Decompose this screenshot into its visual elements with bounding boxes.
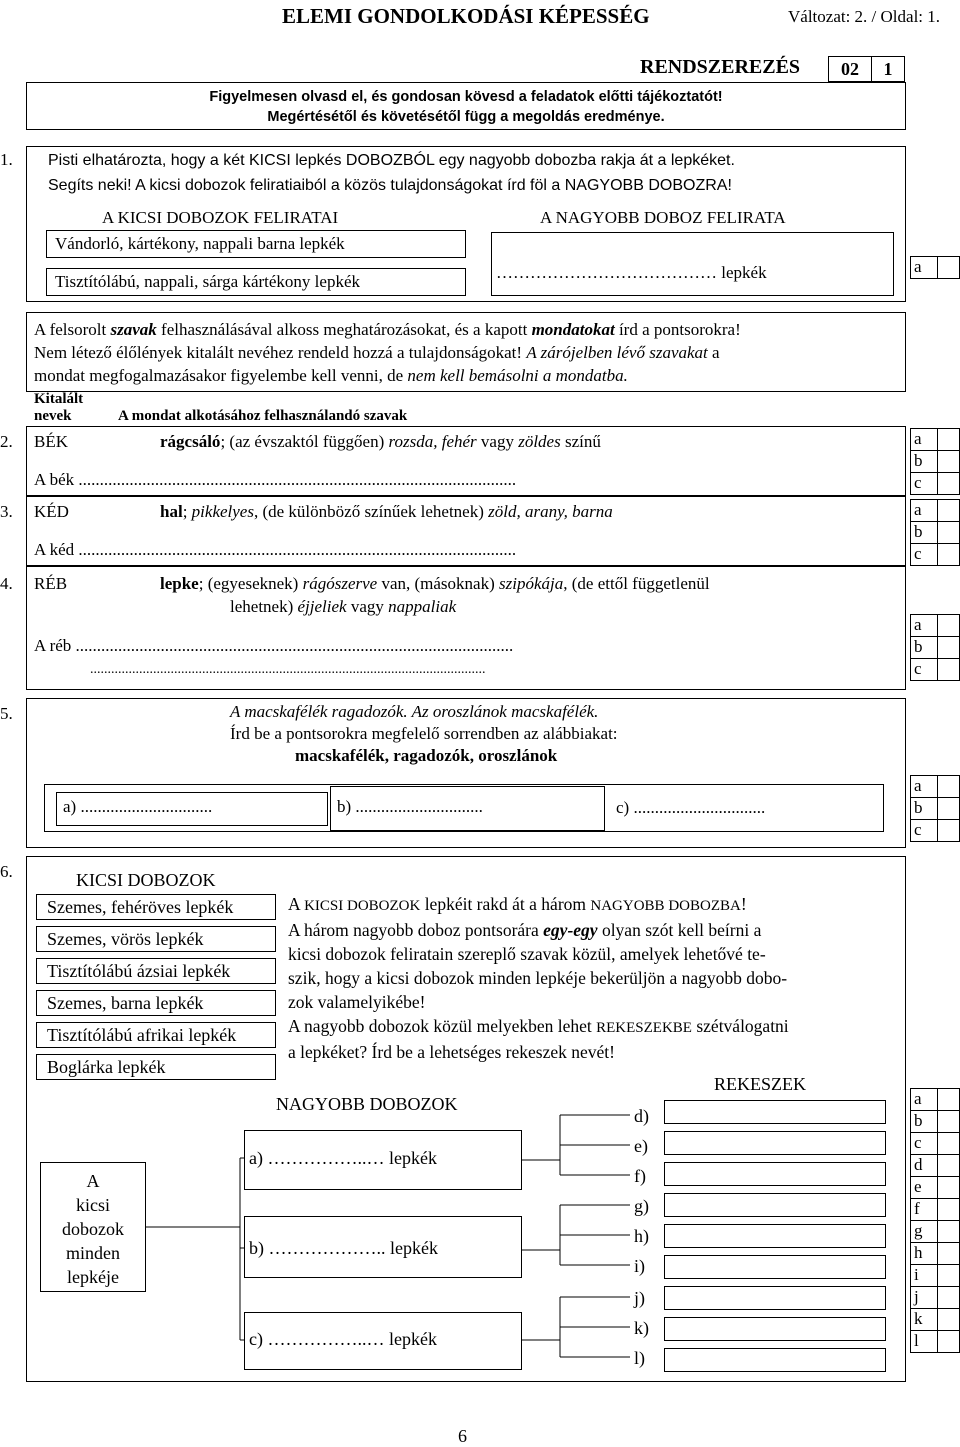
score-box[interactable] xyxy=(937,1309,959,1331)
small-boxes-heading: A KICSI DOBOZOK FELIRATAI xyxy=(102,208,339,227)
q2-words: rágcsáló; (az évszaktól függően) rozsda, fehér vagy zöldes színű xyxy=(160,432,601,451)
q2-answer[interactable]: A bék ....................................................................................................... xyxy=(34,470,517,489)
small-box-item-2: Szemes, vörös lepkék xyxy=(36,926,276,952)
rekesz-label-j: j) xyxy=(634,1288,645,1308)
rekesz-box-g[interactable] xyxy=(664,1193,886,1217)
score-box[interactable] xyxy=(937,1177,959,1199)
score-box[interactable] xyxy=(937,1331,959,1353)
score-cell: c xyxy=(911,659,938,681)
nagyobb-dobozok-title: NAGYOBB DOBOZOK xyxy=(276,1094,458,1114)
instruction-line-3: mondat megfogalmazásakor figyelembe kell venni, de nem kell bemásolni a mondatba. xyxy=(34,366,628,385)
score-cell: b xyxy=(911,637,938,659)
small-boxes-title: KICSI DOBOZOK xyxy=(76,870,216,890)
q5-line-2: Írd be a pontsorokra megfelelő sorrendben az alábbiakat: xyxy=(230,724,618,743)
rekesz-box-j[interactable] xyxy=(664,1286,886,1310)
rekesz-label-i: i) xyxy=(634,1256,645,1276)
q5-line-1: A macskafélék ragadozók. Az oroszlánok macskafélék. xyxy=(230,702,599,721)
big-box-b[interactable]: b) ……………….. lepkék xyxy=(244,1216,522,1278)
rekesz-box-i[interactable] xyxy=(664,1255,886,1279)
rekesz-box-h[interactable] xyxy=(664,1224,886,1248)
page-title: ELEMI GONDOLKODÁSI KÉPESSÉG xyxy=(282,4,650,28)
rekesz-box-k[interactable] xyxy=(664,1317,886,1341)
q1-line-1: Pisti elhatározta, hogy a két KICSI lepkés DOBOZBÓL egy nagyobb dobozba rakja át a lepkéket. xyxy=(48,152,735,169)
big-box-c[interactable]: c) ……………..… lepkék xyxy=(244,1312,522,1370)
rekesz-box-e[interactable] xyxy=(664,1131,886,1155)
rekesz-label-e: e) xyxy=(634,1136,648,1156)
q5-answer-c[interactable]: c) ............................... xyxy=(616,798,766,817)
col-header-words: A mondat alkotásához felhasználandó szavak xyxy=(118,408,408,424)
score-box[interactable] xyxy=(937,1133,959,1155)
score-cell: b xyxy=(911,451,938,473)
variant-label: Változat: 2. / Oldal: 1. xyxy=(788,7,941,26)
small-box-item-5: Tisztítólábú afrikai lepkék xyxy=(36,1022,276,1048)
code-box-1: 02 xyxy=(828,56,872,82)
intro-line-2: Megértésétől és követésétől függ a megoldás eredménye. xyxy=(267,109,665,125)
score-cell: a xyxy=(911,429,938,451)
score-cell: a xyxy=(911,500,938,522)
q4-words-line-1: lepke; (egyeseknek) rágószerve van, (másoknak) szipókája, (de ettől függetlenül xyxy=(160,574,710,593)
score-box[interactable] xyxy=(937,1243,959,1265)
score-cell: c xyxy=(911,820,938,842)
rekesz-box-f[interactable] xyxy=(664,1162,886,1186)
score-cell: j xyxy=(911,1287,938,1309)
score-cell: c xyxy=(911,473,938,495)
instruction-line-2: Nem létező élőlények kitalált nevéhez rendeld hozzá a tulajdonságokat! A zárójelben lévő szavakat a xyxy=(34,343,720,362)
rekeszek-title: REKESZEK xyxy=(714,1074,806,1094)
q6-text: A KICSI DOBOZOK lepkéit rakd át a három NAGYOBB DOBOZBA! A három nagyobb doboz pontsorára egy-egy olyan szót kell beírni a kicsi dobozok feliratain szereplő szavak közül, amelyek lehetővé te- szik, hogy a kicsi dobozok minden lepkéje bekerüljön a nagyobb dobo- zok valamelyikébe! A nagyobb dobozok közül melyekben lehet REKESZEKBE szétválogatni a lepkéket? Írd be a lehetséges rekeszek nevét! xyxy=(288,894,789,1062)
score-cell: b xyxy=(911,522,938,544)
small-box-2: Tisztítólábú, nappali, sárga kártékony lepkék xyxy=(46,268,466,296)
q4-name: RÉB xyxy=(34,574,68,593)
q1-line-2: Segíts neki! A kicsi dobozok feliratiaiból a közös tulajdonságokat írd föl a NAGYOBB DOBOZRA! xyxy=(48,177,732,194)
rekesz-label-f: f) xyxy=(634,1166,646,1186)
score-cell: l xyxy=(911,1331,938,1353)
small-box-item-3: Tisztítólábú ázsiai lepkék xyxy=(36,958,276,984)
small-box-item-4: Szemes, barna lepkék xyxy=(36,990,276,1016)
rekesz-label-h: h) xyxy=(634,1226,649,1246)
rekesz-label-l: l) xyxy=(634,1348,645,1368)
score-cell: e xyxy=(911,1177,938,1199)
score-box[interactable] xyxy=(937,1155,959,1177)
score-cell: c xyxy=(911,544,938,566)
small-box-item-6: Boglárka lepkék xyxy=(36,1054,276,1080)
q2-name: BÉK xyxy=(34,432,68,451)
instruction-line-1: A felsorolt szavak felhasználásával alkoss meghatározásokat, és a kapott mondatokat írd a pontsorokra! xyxy=(34,320,741,339)
score-cell: f xyxy=(911,1199,938,1221)
small-box-item-1: Szemes, fehéröves lepkék xyxy=(36,894,276,920)
rekesz-box-l[interactable] xyxy=(664,1348,886,1372)
big-box-heading: A NAGYOBB DOBOZ FELIRATA xyxy=(540,208,786,227)
score-box[interactable] xyxy=(937,1221,959,1243)
q5-line-3: macskafélék, ragadozók, oroszlánok xyxy=(295,746,558,765)
q5-answer-b[interactable]: b) .............................. xyxy=(330,786,605,831)
q4-number: 4. xyxy=(0,574,13,593)
score-box[interactable] xyxy=(937,1111,959,1133)
q2-number: 2. xyxy=(0,432,13,451)
small-box-1: Vándorló, kártékony, nappali barna lepkék xyxy=(46,230,466,258)
q4-answer-2[interactable]: ................................................................................................................. xyxy=(90,662,486,677)
score-cell: c xyxy=(911,1133,938,1155)
score-cell: b xyxy=(911,1111,938,1133)
q1-number: 1. xyxy=(0,150,13,169)
q6-number: 6. xyxy=(0,862,13,881)
rekesz-label-k: k) xyxy=(634,1318,649,1338)
score-box[interactable] xyxy=(937,1199,959,1221)
score-cell: g xyxy=(911,1221,938,1243)
q3-name: KÉD xyxy=(34,502,69,521)
rekesz-box-d[interactable] xyxy=(664,1100,886,1124)
q5-answer-a[interactable]: a) ............................... xyxy=(56,792,328,826)
col-header-names: Kitalált nevek xyxy=(34,391,84,424)
q3-number: 3. xyxy=(0,502,13,521)
page-number: 6 xyxy=(458,1426,467,1446)
q4-answer[interactable]: A réb ....................................................................................................... xyxy=(34,636,514,655)
rekesz-label-d: d) xyxy=(634,1106,649,1126)
q5-number: 5. xyxy=(0,704,13,723)
section-title: RENDSZEREZÉS xyxy=(640,56,801,78)
q3-words: hal; pikkelyes, (de különböző színűek lehetnek) zöld, arany, barna xyxy=(160,502,613,521)
score-box[interactable] xyxy=(937,1287,959,1309)
big-box-fill[interactable]: ………………………………… lepkék xyxy=(496,263,767,282)
q3-answer[interactable]: A kéd ....................................................................................................... xyxy=(34,540,517,559)
score-box[interactable] xyxy=(937,1089,959,1111)
score-cell: k xyxy=(911,1309,938,1331)
score-box[interactable] xyxy=(937,1265,959,1287)
score-cell: a xyxy=(911,615,938,637)
score-cell: h xyxy=(911,1243,938,1265)
all-small-box: A kicsi dobozok minden lepkéje xyxy=(40,1162,146,1292)
score-cell: b xyxy=(911,798,938,820)
intro-line-1: Figyelmesen olvasd el, és gondosan kövesd a feladatok előtti tájékoztatót! xyxy=(209,89,723,105)
score-cell: i xyxy=(911,1265,938,1287)
score-cell: d xyxy=(911,1155,938,1177)
rekesz-label-g: g) xyxy=(634,1196,649,1216)
big-box-a[interactable]: a) ……………..… lepkék xyxy=(244,1130,522,1190)
score-cell: a xyxy=(911,257,938,279)
q4-words-line-2: lehetnek) éjjeliek vagy nappaliak xyxy=(230,597,457,616)
code-box-2: 1 xyxy=(871,56,905,82)
score-grid-q6 xyxy=(910,1088,960,1353)
score-cell: a xyxy=(911,776,938,798)
score-cell: a xyxy=(911,1089,938,1111)
